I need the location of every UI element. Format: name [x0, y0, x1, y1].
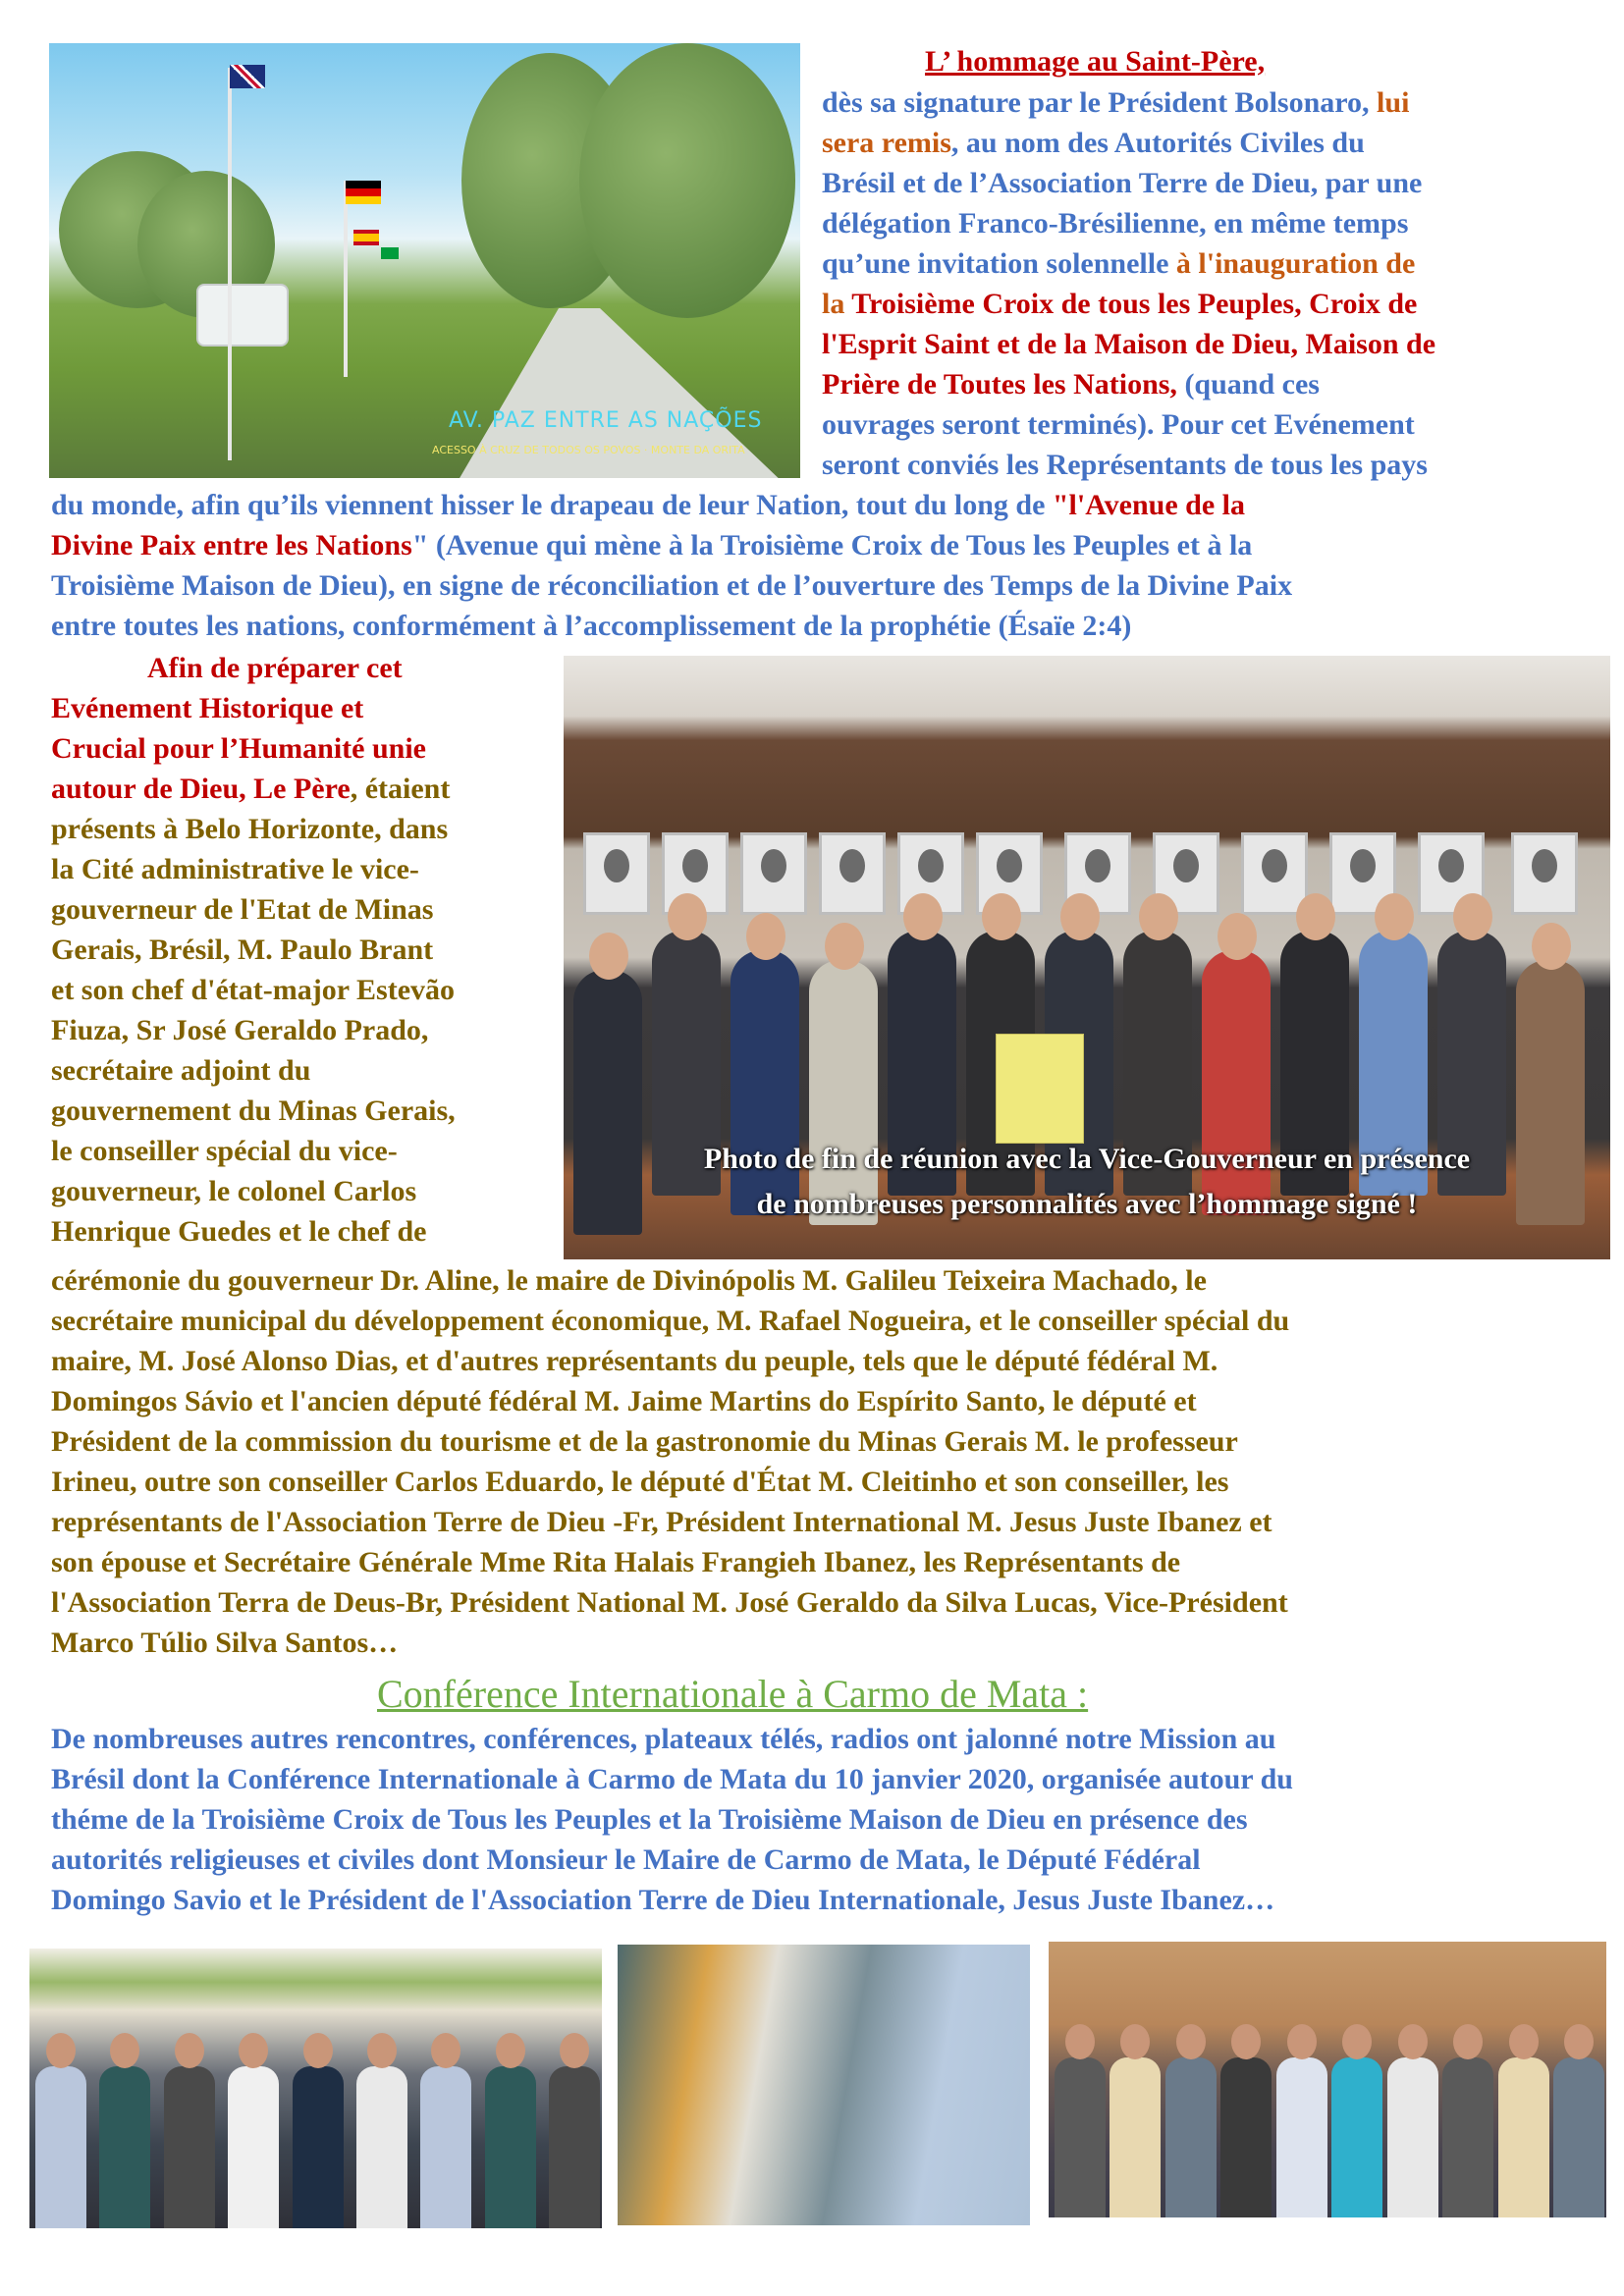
- hommage-line: Prière de Toutes les Nations, (quand ces: [822, 368, 1320, 400]
- visit-olive-line: secrétaire adjoint du: [51, 1054, 311, 1087]
- person-head: [1564, 2024, 1594, 2059]
- person-head: [1509, 2024, 1539, 2059]
- visit-wide-line: cérémonie du gouverneur Dr. Aline, le maire de Divinópolis M. Galileu Teixeira Machado, le: [51, 1264, 1207, 1297]
- hommage-wide-line: Troisième Maison de Dieu), en signe de réconciliation et de l’ouverture des Temps de la Divine Paix: [51, 569, 1293, 602]
- person: [1498, 2057, 1549, 2217]
- visit-olive-line: le conseiller spécial du vice-: [51, 1135, 398, 1167]
- flag-pole: [228, 68, 232, 460]
- person-head: [1176, 2024, 1206, 2059]
- spain-flag-icon: [353, 230, 379, 245]
- hommage-line: dès sa signature par le Président Bolsonaro, lui: [822, 86, 1410, 119]
- person-head: [110, 2033, 139, 2068]
- tree: [579, 43, 795, 318]
- visit-wide-line: Irineu, outre son conseiller Carlos Eduardo, le député d'État M. Cleitinho et son conseiller, les: [51, 1466, 1229, 1498]
- person-head: [1287, 2024, 1317, 2059]
- hommage-wide-line: Divine Paix entre les Nations" (Avenue qui mène à la Troisième Croix de Tous les Peuples et à la: [51, 529, 1253, 561]
- wall-portrait: [819, 832, 886, 915]
- hommage-line: seront conviés les Représentants de tous les pays: [822, 449, 1428, 481]
- avenue-sign-subtitle: ACESSO À CRUZ DE TODOS OS POVOS · MONTE DA ORITA: [432, 444, 745, 456]
- visit-wide-line: Marco Túlio Silva Santos…: [51, 1627, 399, 1659]
- person: [1055, 2057, 1106, 2217]
- person-head: [560, 2033, 589, 2068]
- person-head: [1398, 2024, 1428, 2059]
- hommage-line: délégation Franco-Brésilienne, en même temps: [822, 207, 1409, 240]
- person: [1331, 2057, 1382, 2217]
- person: [1553, 2057, 1604, 2217]
- avenue-rendering-photo: [49, 43, 800, 478]
- visit-line: Evénement Historique et: [51, 692, 364, 724]
- person: [1276, 2057, 1327, 2217]
- visit-olive-line: Fiuza, Sr José Geraldo Prado,: [51, 1014, 429, 1046]
- visit-wide-line: maire, M. José Alonso Dias, et d'autres représentants du peuple, tels que le député fédéral M.: [51, 1345, 1218, 1377]
- person-head: [46, 2033, 76, 2068]
- person-head: [496, 2033, 525, 2068]
- hommage-wide-line: entre toutes les nations, conformément à l’accomplissement de la prophétie (Ésaïe 2:4): [51, 610, 1132, 642]
- germany-flag-icon: [346, 181, 381, 204]
- conference-line: autorités religieuses et civiles dont Monsieur le Maire de Carmo de Mata, le Député Fédéral: [51, 1843, 1201, 1876]
- visit-wide-line: Domingos Sávio et l'ancien député fédéral M. Jaime Martins do Espírito Santo, le député et: [51, 1385, 1197, 1417]
- hommage-line: sera remis, au nom des Autorités Civiles du: [822, 127, 1365, 159]
- person-head: [1065, 2024, 1095, 2059]
- person-head: [1120, 2024, 1150, 2059]
- visit-olive-line: Henrique Guedes et le chef de: [51, 1215, 427, 1248]
- indoor-group-photo: [1049, 1942, 1606, 2217]
- wall-portrait: [740, 832, 807, 915]
- conference-line: théme de la Troisième Croix de Tous les Peuples et la Troisième Maison de Dieu en présence des: [51, 1803, 1248, 1836]
- uk-flag-icon: [230, 65, 265, 88]
- person-head: [303, 2033, 333, 2068]
- visit-wide-line: Président de la commission du tourisme et de la gastronomie du Minas Gerais M. le professeur: [51, 1425, 1238, 1458]
- flag-pole: [344, 181, 348, 377]
- person: [228, 2066, 279, 2228]
- person-head: [175, 2033, 204, 2068]
- visit-olive-line: Gerais, Brésil, M. Paulo Brant: [51, 934, 434, 966]
- visit-wide-line: représentants de l'Association Terre de Dieu -Fr, Président International M. Jesus Juste Ibanez et: [51, 1506, 1272, 1538]
- wall-portrait: [583, 832, 650, 915]
- person: [35, 2066, 86, 2228]
- photo-caption-line-2: de nombreuses personnalités avec l’hommage signé !: [756, 1188, 1418, 1220]
- person-head: [431, 2033, 460, 2068]
- visit-olive-line: gouvernement du Minas Gerais,: [51, 1095, 456, 1127]
- person-head: [1342, 2024, 1372, 2059]
- person: [1220, 2057, 1272, 2217]
- person: [485, 2066, 536, 2228]
- hommage-wide-line: du monde, afin qu’ils viennent hisser le drapeau de leur Nation, tout du long de "l'Avenue de la: [51, 489, 1246, 521]
- meeting-group-photo: [564, 656, 1610, 1259]
- visit-line: Afin de préparer cet: [147, 652, 403, 684]
- person-head: [1453, 2024, 1483, 2059]
- hommage-title: L’ hommage au Saint-Père,: [925, 45, 1266, 78]
- brazil-flag-icon: [381, 247, 399, 259]
- person: [549, 2066, 600, 2228]
- visit-wide-line: l'Association Terra de Deus-Br, Président National M. José Geraldo da Silva Lucas, Vice-Président: [51, 1586, 1288, 1619]
- hommage-line: l'Esprit Saint et de la Maison de Dieu, Maison de: [822, 328, 1436, 360]
- person: [1110, 2057, 1161, 2217]
- person-head: [1231, 2024, 1261, 2059]
- conference-line: De nombreuses autres rencontres, conférences, plateaux télés, radios ont jalonné notre Mission au: [51, 1723, 1276, 1755]
- conference-speaker-photo: [618, 1945, 1030, 2225]
- visit-olive-line: gouverneur de l'Etat de Minas: [51, 893, 434, 926]
- photo-caption-line-1: Photo de fin de réunion avec la Vice-Gouverneur en présence: [703, 1143, 1471, 1175]
- conference-line: Brésil dont la Conférence Internationale à Carmo de Mata du 10 janvier 2020, organisée autour du: [51, 1763, 1293, 1795]
- visit-olive-line: et son chef d'état-major Estevão: [51, 974, 456, 1006]
- wall-portrait: [1241, 832, 1308, 915]
- hommage-line: Brésil et de l’Association Terre de Dieu, par une: [822, 167, 1423, 199]
- avenue-sign-title: AV. PAZ ENTRE AS NAÇÕES: [449, 408, 763, 433]
- conference-heading: Conférence Internationale à Carmo de Mata :: [377, 1672, 1089, 1716]
- bus: [196, 284, 289, 347]
- visit-olive-line: gouverneur, le colonel Carlos: [51, 1175, 417, 1207]
- person-head: [367, 2033, 397, 2068]
- visit-line: Crucial pour l’Humanité unie: [51, 732, 426, 765]
- hommage-line: ouvrages seront terminés). Pour cet Evénement: [822, 408, 1415, 441]
- wall-portrait: [1511, 832, 1578, 915]
- hommage-line: qu’une invitation solennelle à l'inauguration de: [822, 247, 1416, 280]
- visit-wide-line: son épouse et Secrétaire Générale Mme Rita Halais Frangieh Ibanez, les Représentants de: [51, 1546, 1181, 1578]
- person: [1387, 2057, 1438, 2217]
- visit-line: autour de Dieu, Le Père, étaient: [51, 773, 451, 805]
- person: [164, 2066, 215, 2228]
- person: [293, 2066, 344, 2228]
- hommage-line: la Troisième Croix de tous les Peuples, Croix de: [822, 288, 1418, 320]
- visit-olive-line: la Cité administrative le vice-: [51, 853, 419, 885]
- outdoor-group-photo: [29, 1949, 602, 2228]
- visit-wide-line: secrétaire municipal du développement économique, M. Rafael Nogueira, et le conseiller spécial du: [51, 1305, 1290, 1337]
- person: [1442, 2057, 1493, 2217]
- person: [99, 2066, 150, 2228]
- person: [420, 2066, 471, 2228]
- visit-olive-line: présents à Belo Horizonte, dans: [51, 813, 449, 845]
- person: [356, 2066, 407, 2228]
- signed-hommage-certificate: [996, 1034, 1084, 1144]
- person-head: [239, 2033, 268, 2068]
- conference-line: Domingo Savio et le Président de l'Association Terre de Dieu Internationale, Jesus Juste Ibanez…: [51, 1884, 1275, 1916]
- person: [1165, 2057, 1217, 2217]
